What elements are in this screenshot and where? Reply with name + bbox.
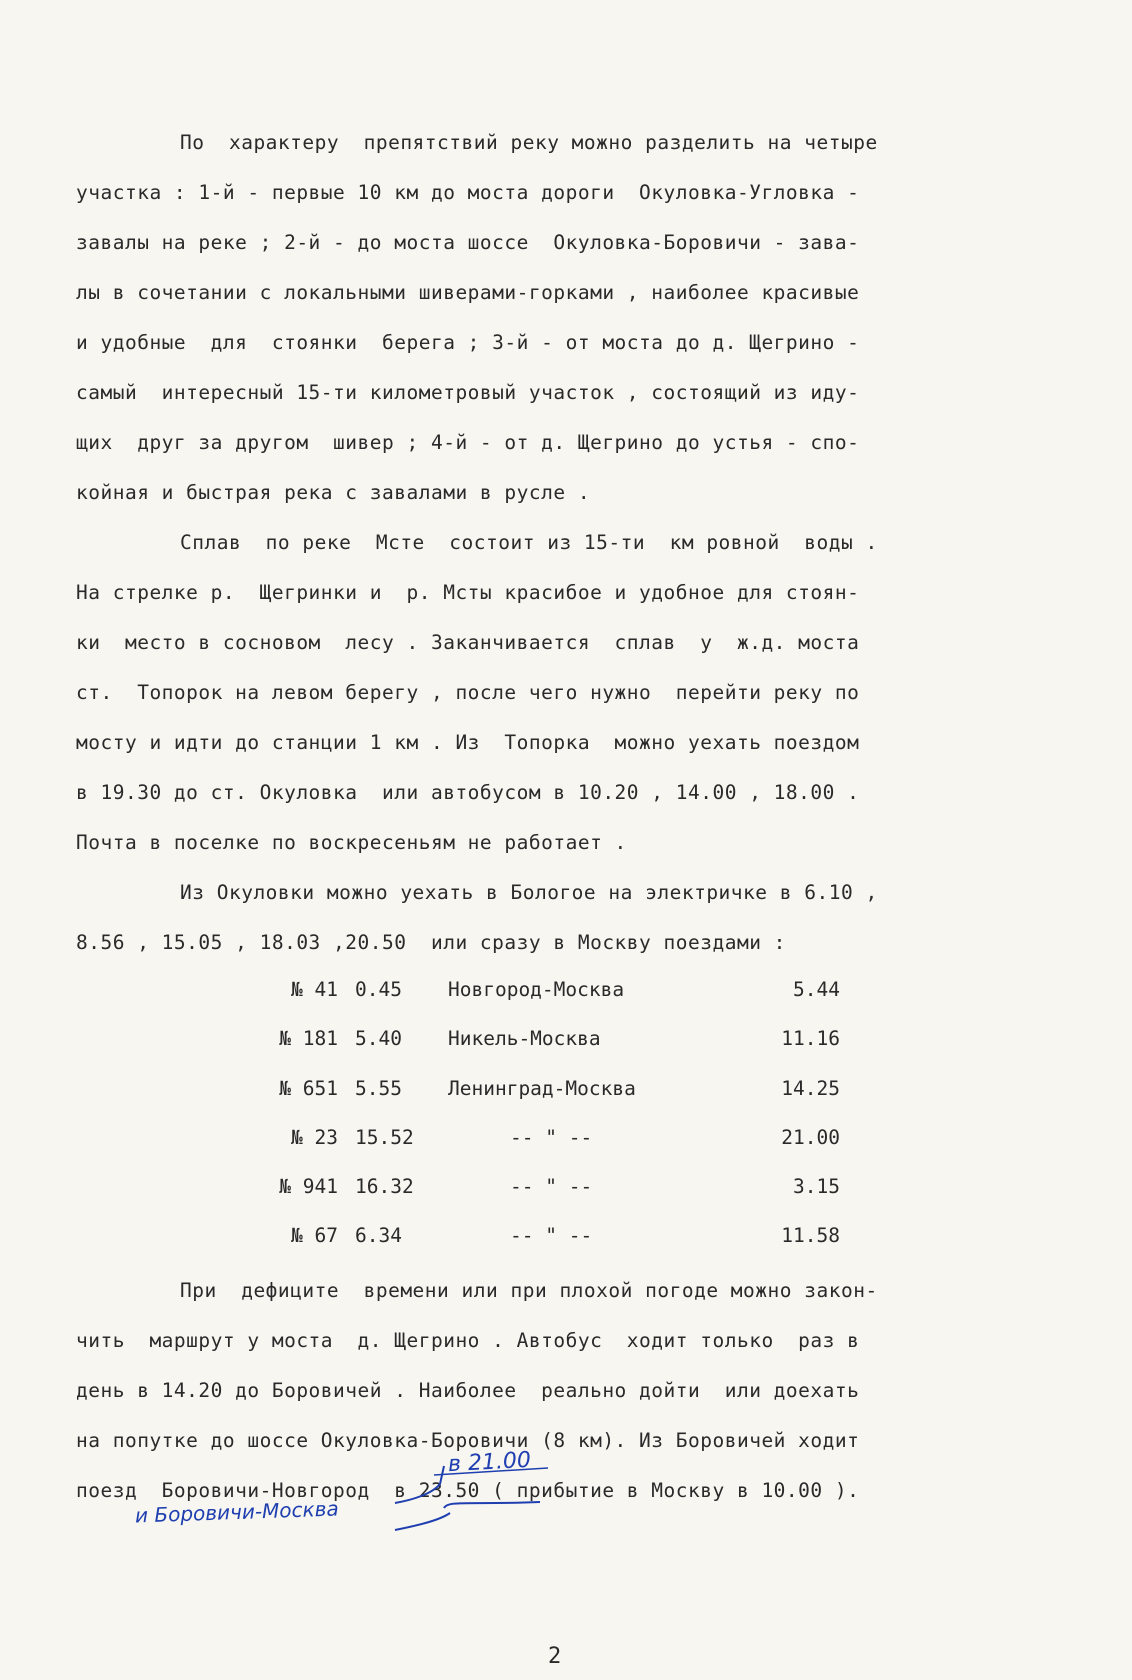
text-line: Сплав по реке Мсте состоит из 15-ти км ровной воды .	[180, 531, 878, 554]
train-route: -- " --	[510, 1175, 593, 1199]
text-line: чить маршрут у моста д. Щегрино . Автобус ходит только раз в	[76, 1329, 860, 1352]
text-line: щих друг за другом шивер ; 4-й - от д. Щегрино до устья - спо-	[76, 431, 860, 454]
text-line: самый интересный 15-ти километровый участок , состоящий из иду-	[76, 381, 860, 404]
text-line: Из Окуловки можно уехать в Бологое на электричке в 6.10 ,	[180, 881, 878, 904]
text-line: завалы на реке ; 2-й - до моста шоссе Окуловка-Боровичи - зава-	[76, 231, 860, 254]
arrival-time: 11.16	[781, 1027, 840, 1051]
text-line: На стрелке р. Щегринки и р. Мсты красибое и удобное для стоян-	[76, 581, 860, 604]
text-line: и удобные для стоянки берега ; 3-й - от моста до д. Щегрино -	[76, 331, 860, 354]
departure-time: 15.52	[355, 1125, 414, 1149]
train-number: № 23	[291, 1125, 338, 1149]
text-line: поезд Боровичи-Новгород в 23.50 ( прибытие в Москву в 10.00 ).	[76, 1479, 860, 1502]
departure-time: 0.45	[355, 978, 402, 1001]
text-line: в 19.30 до ст. Окуловка или автобусом в 10.20 , 14.00 , 18.00 .	[76, 781, 860, 804]
train-number: № 41	[291, 978, 338, 1001]
train-number: № 67	[291, 1224, 338, 1248]
text-line: мосту и идти до станции 1 км . Из Топорка можно уехать поездом	[76, 731, 860, 754]
departure-time: 5.40	[355, 1027, 402, 1051]
departure-time: 16.32	[355, 1175, 414, 1199]
arrival-time: 3.15	[793, 1175, 840, 1199]
arrival-time: 5.44	[793, 978, 840, 1001]
handwritten-route-note: и Боровичи-Москва	[134, 1496, 340, 1528]
text-line: день в 14.20 до Боровичей . Наиболее реально дойти или доехать	[76, 1379, 860, 1402]
train-route: -- " --	[510, 1224, 593, 1248]
train-number: № 941	[279, 1175, 338, 1199]
text-line: ст. Топорок на левом берегу , после чего нужно перейти реку по	[76, 681, 860, 704]
text-line: При дефиците времени или при плохой погоде можно закон-	[180, 1279, 878, 1302]
text-line: лы в сочетании с локальными шиверами-горками , наиболее красивые	[76, 281, 860, 304]
train-number: № 181	[279, 1027, 338, 1051]
page-number: 2	[548, 1644, 562, 1669]
text-line: на попутке до шоссе Окуловка-Боровичи (8 км). Из Боровичей ходит	[76, 1429, 860, 1452]
arrival-time: 11.58	[781, 1224, 840, 1248]
text-line: По характеру препятствий реку можно разделить на четыре	[180, 131, 878, 154]
departure-time: 5.55	[355, 1076, 402, 1100]
text-line: койная и быстрая река с завалами в русле .	[76, 481, 591, 504]
train-number: № 651	[279, 1076, 338, 1100]
train-route: -- " --	[510, 1125, 593, 1149]
arrival-time: 14.25	[781, 1076, 840, 1100]
train-route: Новгород-Москва	[448, 978, 625, 1001]
train-route: Ленинград-Москва	[448, 1076, 636, 1100]
handwritten-time-note: в 21.00	[447, 1447, 532, 1478]
text-line: Почта в поселке по воскресеньям не работает .	[76, 831, 627, 854]
text-line: участка : 1-й - первые 10 км до моста дороги Окуловка-Угловка -	[76, 181, 860, 204]
text-line: 8.56 , 15.05 , 18.03 ,20.50 или сразу в Москву поездами :	[76, 931, 786, 954]
arrival-time: 21.00	[781, 1125, 840, 1149]
text-line: ки место в сосновом лесу . Заканчивается сплав у ж.д. моста	[76, 631, 860, 654]
train-route: Никель-Москва	[448, 1027, 601, 1051]
departure-time: 6.34	[355, 1224, 402, 1248]
